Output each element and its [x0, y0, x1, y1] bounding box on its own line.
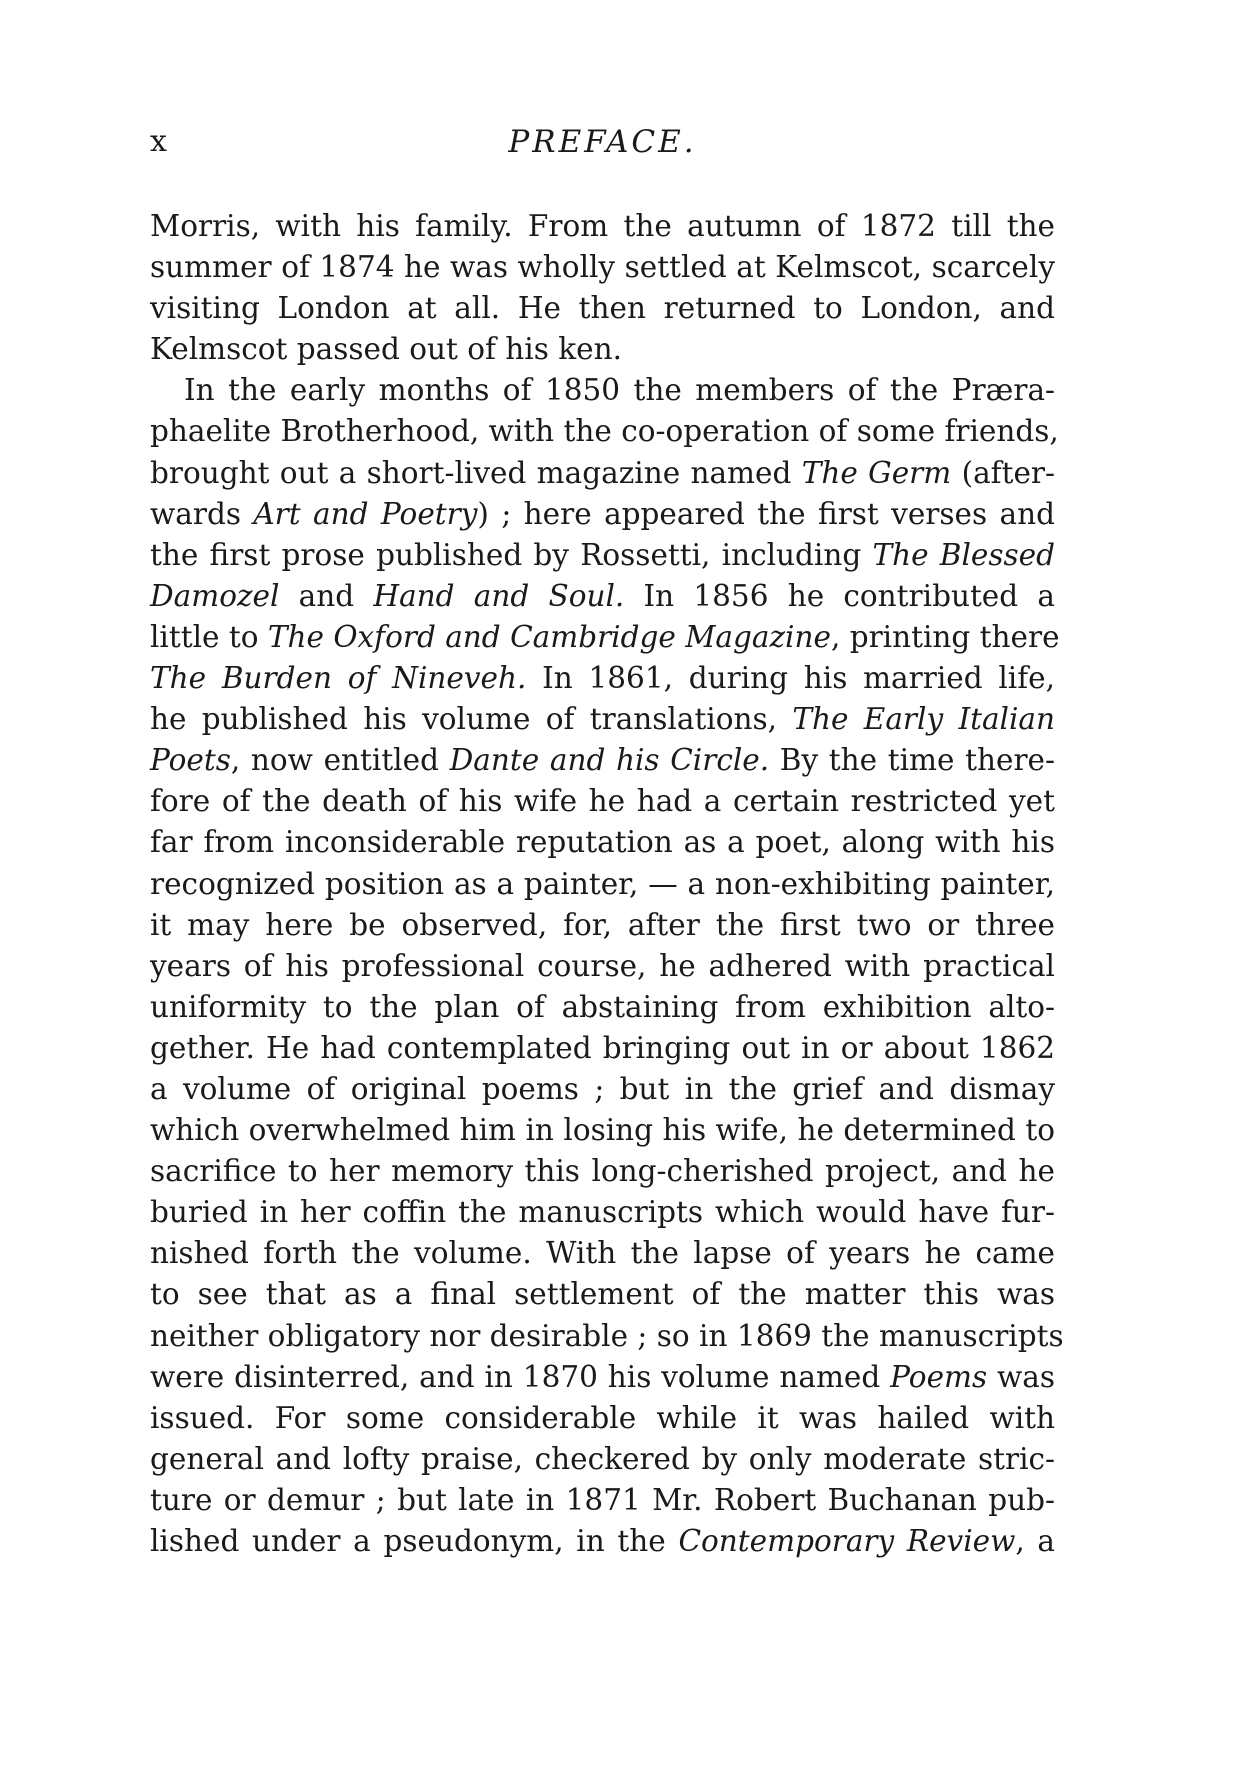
text-run: the first prose published by Rossetti, including	[150, 537, 873, 572]
text-run: lished under a pseudonym, in the	[150, 1524, 679, 1558]
text-line	[150, 411, 1059, 452]
body-text	[150, 206, 1064, 1562]
text-line	[150, 576, 1055, 617]
text-run: to see that as a final settlement of the matter this was	[150, 1277, 1055, 1312]
text-line	[150, 494, 1055, 535]
text-line	[150, 206, 1055, 247]
text-line	[150, 1480, 1055, 1521]
text-run: , a	[1015, 1524, 1056, 1558]
text-line	[150, 1028, 1055, 1069]
text-run: recognized position as a painter, — a non-exhibiting painter,	[150, 866, 1055, 901]
text-run: summer of 1874 he was wholly settled at Kelmscot, scarcely	[150, 250, 1055, 285]
italic-title: Hand and Soul.	[373, 578, 625, 613]
text-line	[150, 946, 1055, 987]
text-line	[150, 1274, 1055, 1315]
text-run: (after-	[951, 455, 1055, 490]
text-run: gether. He had contemplated bringing out in or about 1862	[150, 1030, 1055, 1065]
page-number: x	[150, 124, 168, 159]
text-run: a volume of original poems ; but in the grief and dismay	[150, 1071, 1055, 1106]
italic-title: The Burden of Nineveh.	[150, 661, 527, 696]
text-line	[150, 453, 1055, 494]
text-line	[150, 1233, 1055, 1274]
italic-title: Damozel	[150, 578, 280, 613]
text-run: brought out a short-lived magazine named	[150, 455, 802, 490]
text-line	[150, 905, 1055, 946]
italic-title: Art and Poetry	[253, 496, 478, 531]
running-head-title: PREFACE.	[508, 124, 697, 160]
text-run: and	[279, 578, 374, 613]
text-run: issued. For some considerable while it was hailed with	[150, 1400, 1055, 1435]
text-line	[150, 288, 1055, 329]
text-run: fore of the death of his wife he had a certain restricted yet	[150, 784, 1055, 819]
text-line	[150, 864, 1055, 905]
text-line	[150, 1439, 1055, 1480]
text-line	[150, 1398, 1055, 1439]
text-run: phaelite Brotherhood, with the co-operation of some friends,	[150, 414, 1059, 449]
text-run: Kelmscot passed out of his ken.	[150, 332, 622, 367]
text-run: nished forth the volume. With the lapse of years he came	[150, 1236, 1055, 1271]
text-run: neither obligatory nor desirable ; so in 1869 the manuscripts	[150, 1318, 1064, 1353]
paragraph	[150, 206, 1055, 370]
text-run: it may here be observed, for, after the first two or three	[150, 907, 1055, 942]
text-line	[150, 247, 1055, 288]
text-run: general and lofty praise, checkered by only moderate stric-	[150, 1441, 1055, 1476]
text-line	[150, 822, 1055, 863]
italic-title: The Oxford and Cambridge Magazine	[267, 619, 831, 654]
text-line	[150, 1110, 1055, 1151]
text-line	[150, 535, 1055, 576]
italic-title: The Germ	[801, 455, 952, 490]
text-line	[150, 1069, 1055, 1110]
italic-title: The Blessed	[872, 537, 1055, 572]
text-run: were disinterred, and in 1870 his volume named	[150, 1359, 891, 1394]
text-run: In the early months of 1850 the members of the Præra-	[184, 373, 1055, 408]
italic-title: Poems	[890, 1359, 988, 1394]
text-run: , now entitled	[230, 743, 450, 778]
text-line	[150, 329, 1055, 370]
text-line	[150, 1192, 1055, 1233]
text-run: ) ; here appeared the first verses and	[477, 496, 1056, 531]
italic-title: Contemporary Review	[678, 1524, 1016, 1558]
text-line	[150, 1151, 1055, 1192]
text-line	[150, 617, 1060, 658]
text-run: , printing there	[830, 619, 1060, 654]
text-line	[150, 1357, 1055, 1398]
text-run: By the time there-	[769, 743, 1055, 778]
text-line	[150, 740, 1055, 781]
text-run: which overwhelmed him in losing his wife, he determined to	[150, 1113, 1055, 1148]
text-run: Morris, with his family. From the autumn of 1872 till the	[150, 209, 1055, 243]
text-run: sacrifice to her memory this long-cherished project, and he	[150, 1154, 1055, 1189]
text-line	[150, 699, 1055, 740]
text-line	[150, 658, 1055, 699]
italic-title: Dante and his Circle.	[449, 743, 770, 778]
text-run: uniformity to the plan of abstaining from exhibition alto-	[150, 989, 1055, 1024]
text-run: years of his professional course, he adhered with practical	[150, 948, 1055, 983]
text-run: In 1861, during his married life,	[526, 661, 1055, 696]
text-run: far from inconsiderable reputation as a poet, along with his	[150, 825, 1055, 860]
italic-title: The Early Italian	[792, 702, 1056, 737]
text-run: buried in her coffin the manuscripts which would have fur-	[150, 1195, 1055, 1230]
text-run: ture or demur ; but late in 1871 Mr. Robert Buchanan pub-	[150, 1482, 1055, 1517]
italic-title: Poets	[150, 743, 231, 778]
text-run: wards	[150, 496, 254, 531]
text-line	[150, 1521, 1055, 1562]
text-run: little to	[150, 619, 268, 654]
text-line	[150, 781, 1055, 822]
text-run: visiting London at all. He then returned to London, and	[150, 291, 1055, 326]
paragraph	[150, 370, 1064, 1562]
text-line	[150, 1316, 1064, 1357]
text-run: was	[987, 1359, 1055, 1394]
text-run: he published his volume of translations,	[150, 702, 793, 737]
text-line	[150, 987, 1055, 1028]
text-line	[150, 370, 1055, 411]
running-head	[150, 122, 1055, 162]
text-run: In 1856 he contributed a	[624, 578, 1055, 613]
